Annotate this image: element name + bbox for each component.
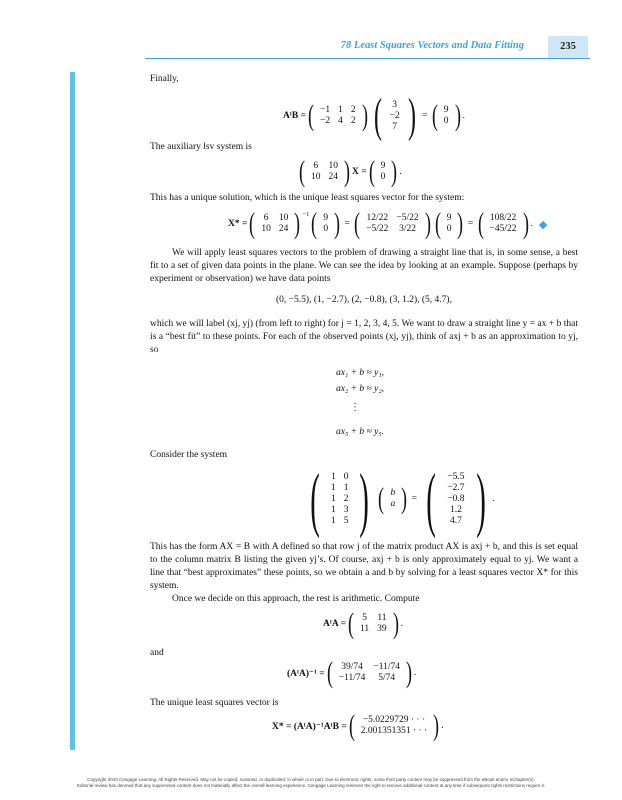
sidebar-accent-bar: [70, 72, 75, 750]
text-unique-solution: This has a unique solution, which is the unique least squares vector for the system:: [150, 193, 465, 203]
text-unique-lsv: The unique least squares vector is: [150, 698, 279, 708]
approx-2: ax₂ + b ≈ y₂,: [336, 384, 385, 394]
paragraph-once: Once we decide on this approach, the rest is arithmetic. Compute: [172, 594, 420, 604]
header-divider: [145, 58, 590, 59]
approx-ellipsis: ⋮: [350, 402, 360, 413]
equation-final-lsv: X* = (AᵗA)⁻¹AᵗB = ( −5.0229729 · · · 2.001351351 · · · ) .: [272, 709, 444, 742]
copyright-footer: [0, 777, 622, 789]
text-aux-system: The auxiliary lsv system is: [150, 142, 252, 152]
equation-xstar: X* = ( 6 10 10 24 ) $^{-1}$ ( 9 0 ) = ( 12/22 −5/22 −5/22 3/22 ) ( 9 0 ) = ( 108/22 −45/22 ) . ◆: [228, 207, 548, 240]
eq1-lhs: AᵗB =: [283, 111, 306, 121]
paragraph-apply: We will apply least squares vectors to the problem of drawing a straight line that is, in some sense, a best fit to a set of given data points in the plane. We can see the idea by looking at an example. Suppose (perhaps by experiment or observation) we have data points: [150, 248, 578, 284]
equation-system: ( 1 0 1 1 1 2 1 3 1 5 ) ( b a ) = ( −5.5 −2.7 −0.8 1.2 4.7 ) .: [310, 459, 495, 539]
text-finally: Finally,: [150, 74, 179, 84]
approx-1: ax₁ + b ≈ y₁,: [336, 368, 385, 378]
equation-atb: AᵗB = ( −1 1 2 −2 4 2 ) ( 3 −2 7 ) = ( 9 0 ) .: [283, 89, 465, 142]
text-consider: Consider the system: [150, 450, 228, 460]
section-title: 78 Least Squares Vectors and Data Fitting: [340, 40, 524, 51]
equation-ata: AᵗA = ( 5 11 11 39 ) .: [323, 607, 404, 640]
text-and: and: [150, 648, 164, 658]
footer-line-2: Editorial review has deemed that any suppressed content does not materially affect the overall learning experience. Cengage Learning reserves the right to remove additional content at any time if subsequent rights restrictions require it.: [77, 783, 545, 788]
paragraph-label: which we will label (xj, yj) (from left to right) for j = 1, 2, 3, 4, 5. We want to draw a straight line y = ax + b that is a “best fit” to these points. For each of the observed points (xj, yj), think of axj + b as an approximation to yj, so: [150, 319, 578, 355]
approx-5: ax₅ + b ≈ y₅.: [336, 427, 385, 437]
page-number: 235: [548, 36, 588, 58]
end-of-example-diamond-icon: ◆: [538, 218, 548, 231]
equation-aux: ( 6 10 10 24 ) X = ( 9 0 ) .: [299, 155, 402, 188]
equation-ata-inverse: (AᵗA)⁻¹ = ( 39/74 −11/74 −11/74 5/74 ) .: [287, 656, 417, 689]
footer-line-1: Copyright 2010 Cengage Learning. All Rights Reserved. May not be copied, scanned, or duplicated, in whole or in part. Due to electronic rights, some third party content may be suppressed from the eBook and/or eChapter(s).: [87, 777, 535, 782]
data-points: (0, −5.5), (1, −2.7), (2, −0.8), (3, 1.2), (5, 4.7),: [276, 295, 452, 305]
paragraph-form: This has the form AX = B with A defined so that row j of the matrix product AX is axj + b, and this is set equal to the column matrix B listing the given yj’s. Of course, axj + b is only approximately equal to yj. We want a line that “best approximates” these points, so we obtain a and b by solving for a least squares vector X* for this system.: [150, 542, 578, 591]
